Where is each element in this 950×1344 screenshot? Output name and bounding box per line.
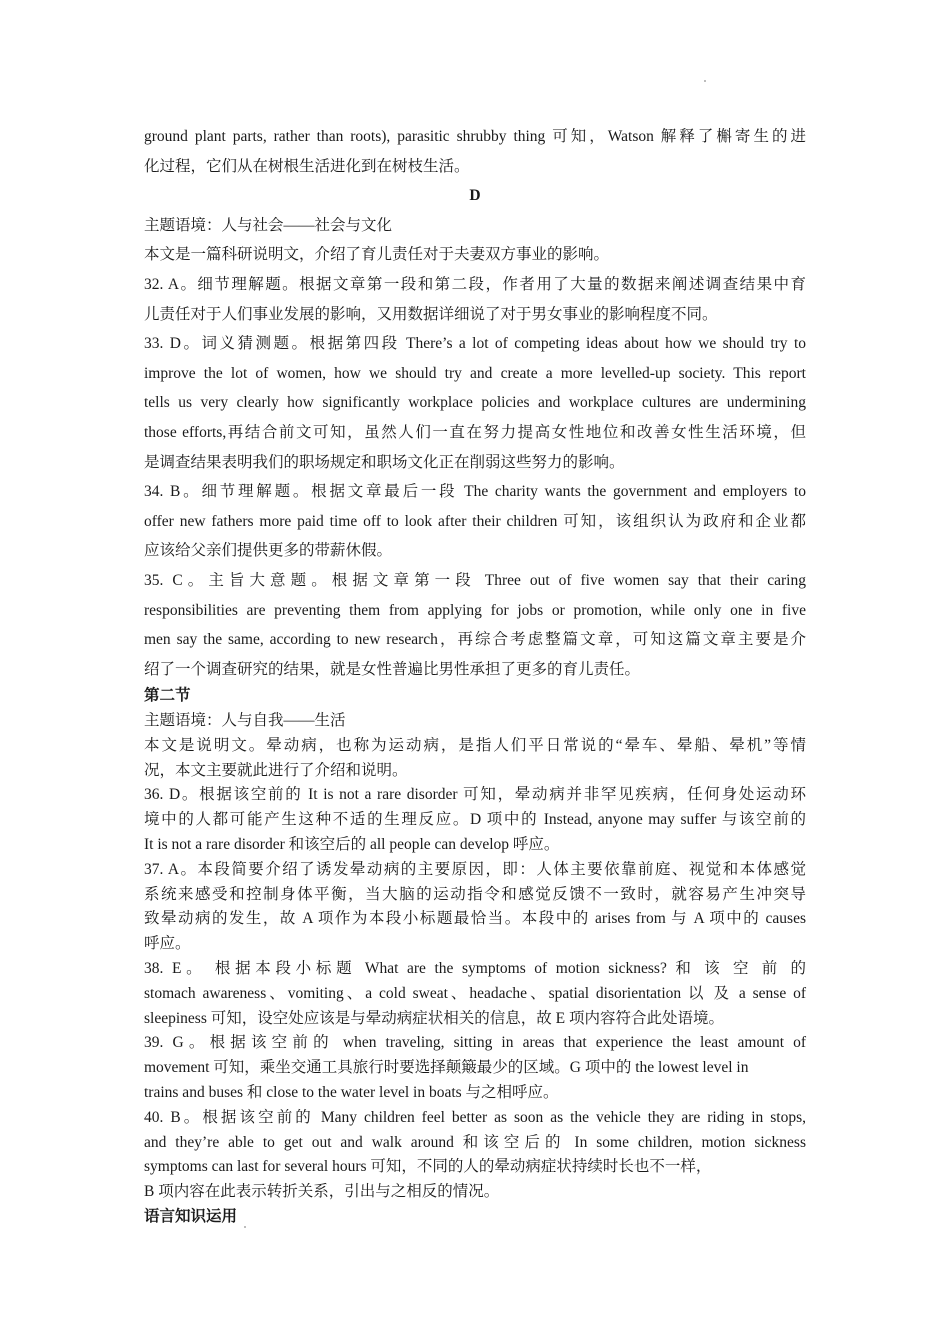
text-line: 况，本文主要就此进行了介绍和说明。 <box>144 761 408 779</box>
text-line: offer new fathers more paid time off to look after their children 可知，该组织认为政府和企业都 <box>144 512 806 530</box>
text-line: movement 可知，乘坐交通工具旅行时要选择颠簸最少的区域。G 项中的 the lowest level in <box>144 1059 749 1077</box>
text-line: improve the lot of women, how we should try and create a more levelled-up society. This report <box>144 364 806 382</box>
text-line: sleepiness 可知，设空处应该是与晕动病症状相关的信息，故 E 项内容符合此处语境。 <box>144 1009 724 1027</box>
text-line: 33. D。词义猜测题。根据第四段 There’s a lot of competing ideas about how we should try to <box>144 335 806 353</box>
text-line: symptoms can last for several hours 可知，不同的人的晕动病症状持续时长也不一样， <box>144 1158 712 1176</box>
text-line: 致晕动病的发生，故 A 项作为本段小标题最恰当。本段中的 arises from 与 A 项中的 causes <box>144 910 806 928</box>
text-line: 境中的人都可能产生这种不适的生理反应。D 项中的 Instead, anyone may suffer 与该空前的 <box>144 811 806 829</box>
text-line: tells us very clearly how significantly workplace policies and workplace cultures are undermining <box>144 394 806 412</box>
text-line: 36. D。根据该空前的 It is not a rare disorder 可知，晕动病并非罕见疾病，任何身处运动环 <box>144 786 806 804</box>
text-line: 第二节 <box>144 687 191 705</box>
text-line: trains and buses 和 close to the water level in boats 与之相呼应。 <box>144 1084 559 1102</box>
text-line: 本文是一篇科研说明文，介绍了育儿责任对于夫妻双方事业的影响。 <box>144 246 610 264</box>
text-line: stomach awareness、vomiting、a cold sweat、headache、spatial disorientation 以 及 a sense of <box>144 984 806 1002</box>
text-line: B 项内容在此表示转折关系，引出与之相反的情况。 <box>144 1183 500 1201</box>
text-line: those efforts,再结合前文可知，虽然人们一直在努力提高女性地位和改善女性生活环境，但 <box>144 423 806 441</box>
text-line: 38. E。 根据本段小标题 What are the symptoms of motion sickness? 和 该 空 前 的 <box>144 960 806 978</box>
text-line: 语言知识运用 <box>144 1208 238 1226</box>
text-line: 39. G。根据该空前的 when traveling, sitting in areas that experience the least amount of <box>144 1034 806 1052</box>
text-line: 40. B。根据该空前的 Many children feel better as soon as the vehicle they are riding in stops, <box>144 1108 806 1126</box>
text-line: 本文是说明文。晕动病，也称为运动病，是指人们平日常说的“晕车、晕船、晕机”等情 <box>144 736 806 754</box>
scan-mark-top <box>704 80 706 82</box>
text-line: responsibilities are preventing them from applying for jobs or promotion, while only one in five <box>144 601 806 619</box>
text-line: 37. A。本段简要介绍了诱发晕动病的主要原因，即：人体主要依靠前庭、视觉和本体感觉 <box>144 860 806 878</box>
text-line: ground plant parts, rather than roots), parasitic shrubby thing 可知，Watson 解释了槲寄生的进 <box>144 128 806 145</box>
text-line: 儿责任对于人们事业发展的影响，又用数据详细说了对于男女事业的影响程度不同。 <box>144 305 718 323</box>
text-line: 主题语境：人与自我——生活 <box>144 712 346 730</box>
document-page <box>144 122 806 1230</box>
text-line: 是调查结果表明我们的职场规定和职场文化正在削弱这些努力的影响。 <box>144 453 625 471</box>
text-line: It is not a rare disorder 和该空后的 all people can develop 呼应。 <box>144 836 560 854</box>
text-line: men say the same, according to new research，再综合考虑整篇文章，可知这篇文章主要是介 <box>144 631 806 649</box>
text-line: 34. B。细节理解题。根据文章最后一段 The charity wants the government and employers to <box>144 483 806 501</box>
text-line: 32. A。细节理解题。根据文章第一段和第二段，作者用了大量的数据来阐述调查结果中育 <box>144 275 806 293</box>
text-line: and they’re able to get out and walk around 和该空后的 In some children, motion sickness <box>144 1133 806 1151</box>
text-line: 呼应。 <box>144 935 191 953</box>
text-line: D <box>469 187 481 205</box>
text-line: 化过程，它们从在树根生活进化到在树枝生活。 <box>144 157 470 175</box>
text-line: 绍了一个调查研究的结果，就是女性普遍比男性承担了更多的育儿责任。 <box>144 660 641 678</box>
text-line: 应该给父亲们提供更多的带薪休假。 <box>144 542 393 560</box>
text-line: 系统来感受和控制身体平衡，当大脑的运动指令和感觉反馈不一致时，就容易产生冲突导 <box>144 885 806 903</box>
text-line: 35. C。主旨大意题。根据文章第一段 Three out of five women say that their caring <box>144 571 806 589</box>
text-line: 主题语境：人与社会——社会与文化 <box>144 216 393 234</box>
